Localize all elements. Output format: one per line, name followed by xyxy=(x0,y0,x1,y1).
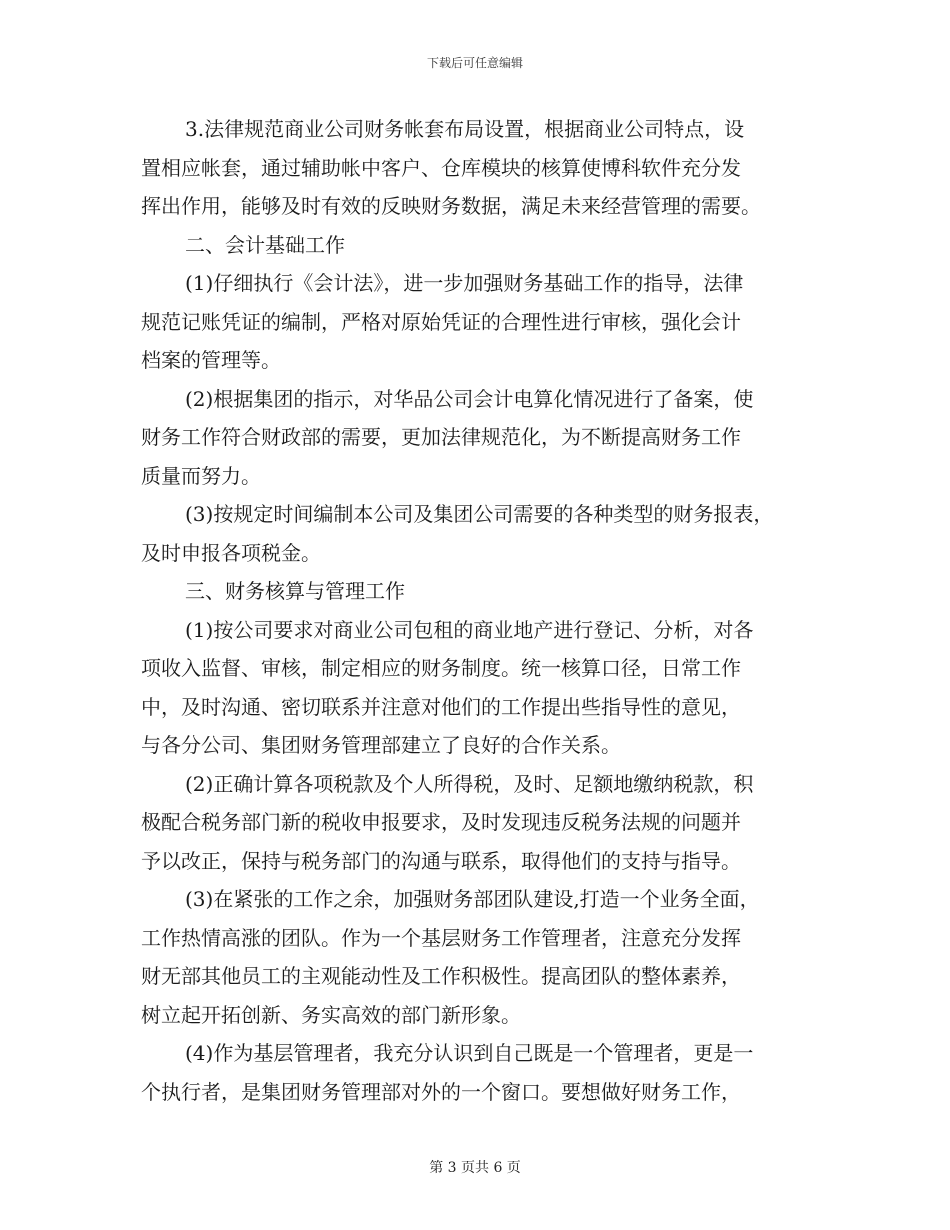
text-line: 财务工作符合财政部的需要，更加法律规范化，为不断提高财务工作 xyxy=(141,425,741,449)
document-body xyxy=(141,110,821,1111)
text-line: (3)在紧张的工作之余，加强财务部团队建设,打造一个业务全面， xyxy=(185,887,760,911)
text-line: 财无部其他员工的主观能动性及工作积极性。提高团队的整体素养， xyxy=(141,964,741,988)
text-line: 规范记账凭证的编制，严格对原始凭证的合理性进行审核，强化会计 xyxy=(141,309,741,334)
page-number: 第 3 页共 6 页 xyxy=(429,1160,521,1176)
text-line: 中，及时沟通、密切联系并注意对他们的工作提出些指导性的意见， xyxy=(141,694,741,719)
text-line: 极配合税务部门新的税收申报要求，及时发现违反税务法规的问题并 xyxy=(141,810,741,834)
text-line: (3)按规定时间编制本公司及集团公司需要的各种类型的财务报表， xyxy=(185,502,774,526)
text-line: 工作热情高涨的团队。作为一个基层财务工作管理者，注意充分发挥 xyxy=(141,925,741,950)
text-line: 置相应帐套，通过辅助帐中客户、仓库模块的核算使博科软件充分发 xyxy=(141,155,741,180)
text-line: (2)根据集团的指示，对华品公司会计电算化情况进行了备案，使 xyxy=(185,386,754,411)
text-line: 个执行者，是集团财务管理部对外的一个窗口。要想做好财务工作， xyxy=(141,1079,741,1104)
page-header: 下载后可任意编辑 xyxy=(426,56,523,70)
section-heading: 二、会计基础工作 xyxy=(185,232,345,257)
text-line: 与各分公司、集团财务管理部建立了良好的合作关系。 xyxy=(141,733,621,757)
text-line: 及时申报各项税金。 xyxy=(141,540,321,565)
text-line: 挥出作用，能够及时有效的反映财务数据，满足未来经营管理的需要。 xyxy=(141,194,761,218)
text-line: 档案的管理等。 xyxy=(141,348,281,372)
text-line: 项收入监督、审核，制定相应的财务制度。统一核算口径，日常工作 xyxy=(141,656,741,680)
text-line: 树立起开拓创新、务实高效的部门新形象。 xyxy=(141,1002,521,1027)
text-line: (2)正确计算各项税款及个人所得税，及时、足额地缴纳税款，积 xyxy=(185,771,754,796)
text-line: 3.法律规范商业公司财务帐套布局设置，根据商业公司特点，设 xyxy=(185,117,745,141)
text-line: (1)按公司要求对商业公司包租的商业地产进行登记、分析，对各 xyxy=(185,617,754,642)
text-line: (1)仔细执行《会计法》，进一步加强财务基础工作的指导，法律 xyxy=(185,271,744,295)
section-heading: 三、财务核算与管理工作 xyxy=(185,579,405,603)
text-line: (4)作为基层管理者，我充分认识到自己既是一个管理者，更是一 xyxy=(185,1041,754,1065)
text-line: 质量而努力。 xyxy=(141,463,261,488)
text-line: 予以改正，保持与税务部门的沟通与联系，取得他们的支持与指导。 xyxy=(141,848,741,873)
